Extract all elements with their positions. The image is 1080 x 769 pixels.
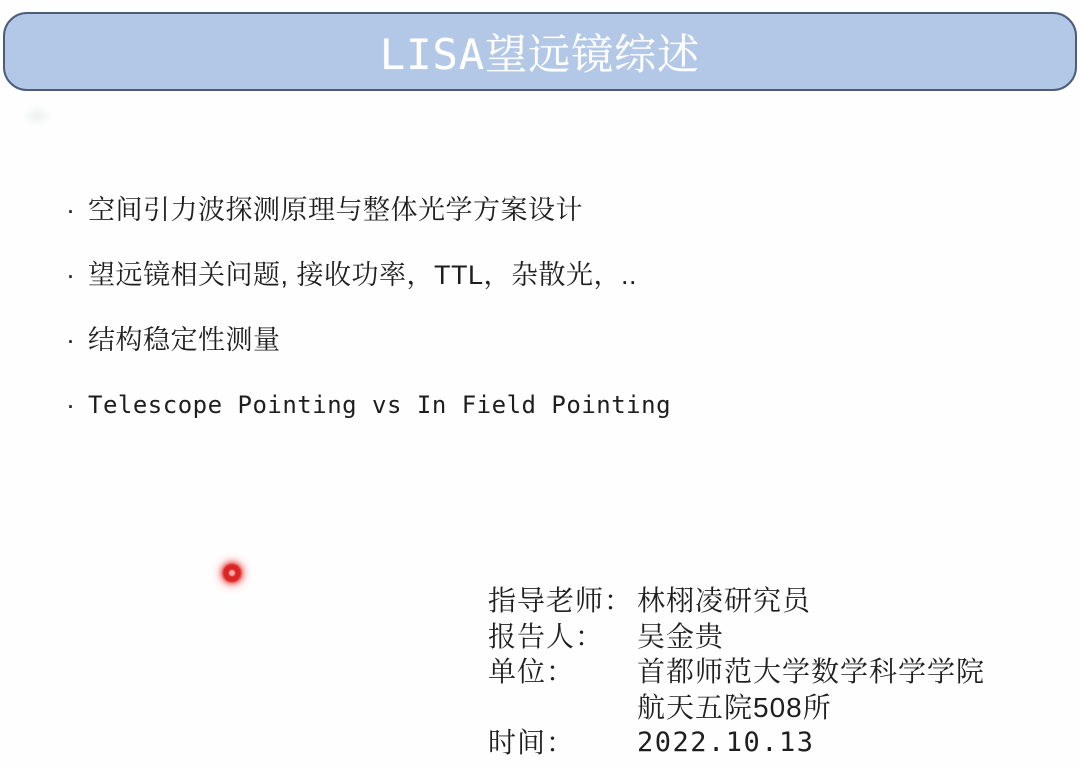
credit-row-affiliation2 xyxy=(488,690,985,726)
credit-value: 2022.10.13 xyxy=(637,727,815,758)
credit-row-date xyxy=(488,725,985,761)
bullet-list xyxy=(66,196,671,420)
bullet-marker: · xyxy=(66,325,75,355)
bullet-text: 空间引力波探测原理与整体光学方案设计 xyxy=(88,195,583,225)
credit-value: 林栩凌研究员 xyxy=(637,585,812,616)
bullet-item xyxy=(66,391,671,420)
bullet-item xyxy=(66,326,671,355)
bullet-text: Telescope Pointing vs In Field Pointing xyxy=(88,391,672,419)
credit-label: 时间： xyxy=(488,727,576,758)
bullet-marker: · xyxy=(66,390,75,420)
laser-pointer-dot xyxy=(210,551,254,595)
credit-label: 单位： xyxy=(488,656,576,687)
credit-row-presenter xyxy=(488,619,985,655)
bullet-item xyxy=(66,196,671,225)
credits-block xyxy=(488,583,985,761)
credit-value: 吴金贵 xyxy=(637,620,725,652)
bullet-marker: · xyxy=(66,195,75,225)
credit-value: 航天五院508所 xyxy=(637,691,832,723)
title-banner xyxy=(3,12,1077,91)
credit-row-affiliation xyxy=(488,654,985,690)
credit-label: 报告人： xyxy=(488,620,605,652)
credit-row-advisor xyxy=(488,583,985,619)
credit-value: 首都师范大学数学科学学院 xyxy=(637,656,986,687)
bullet-marker: · xyxy=(66,260,75,290)
credit-label xyxy=(488,690,637,726)
bullet-text: 望远镜相关问题, 接收功率，TTL，杂散光，.. xyxy=(88,260,638,290)
bullet-text: 结构稳定性测量 xyxy=(88,325,281,355)
slide-title: LISA望远镜综述 xyxy=(379,29,701,79)
bullet-item xyxy=(66,261,671,290)
credit-label: 指导老师： xyxy=(488,585,634,616)
smudge-artifact xyxy=(22,104,52,128)
